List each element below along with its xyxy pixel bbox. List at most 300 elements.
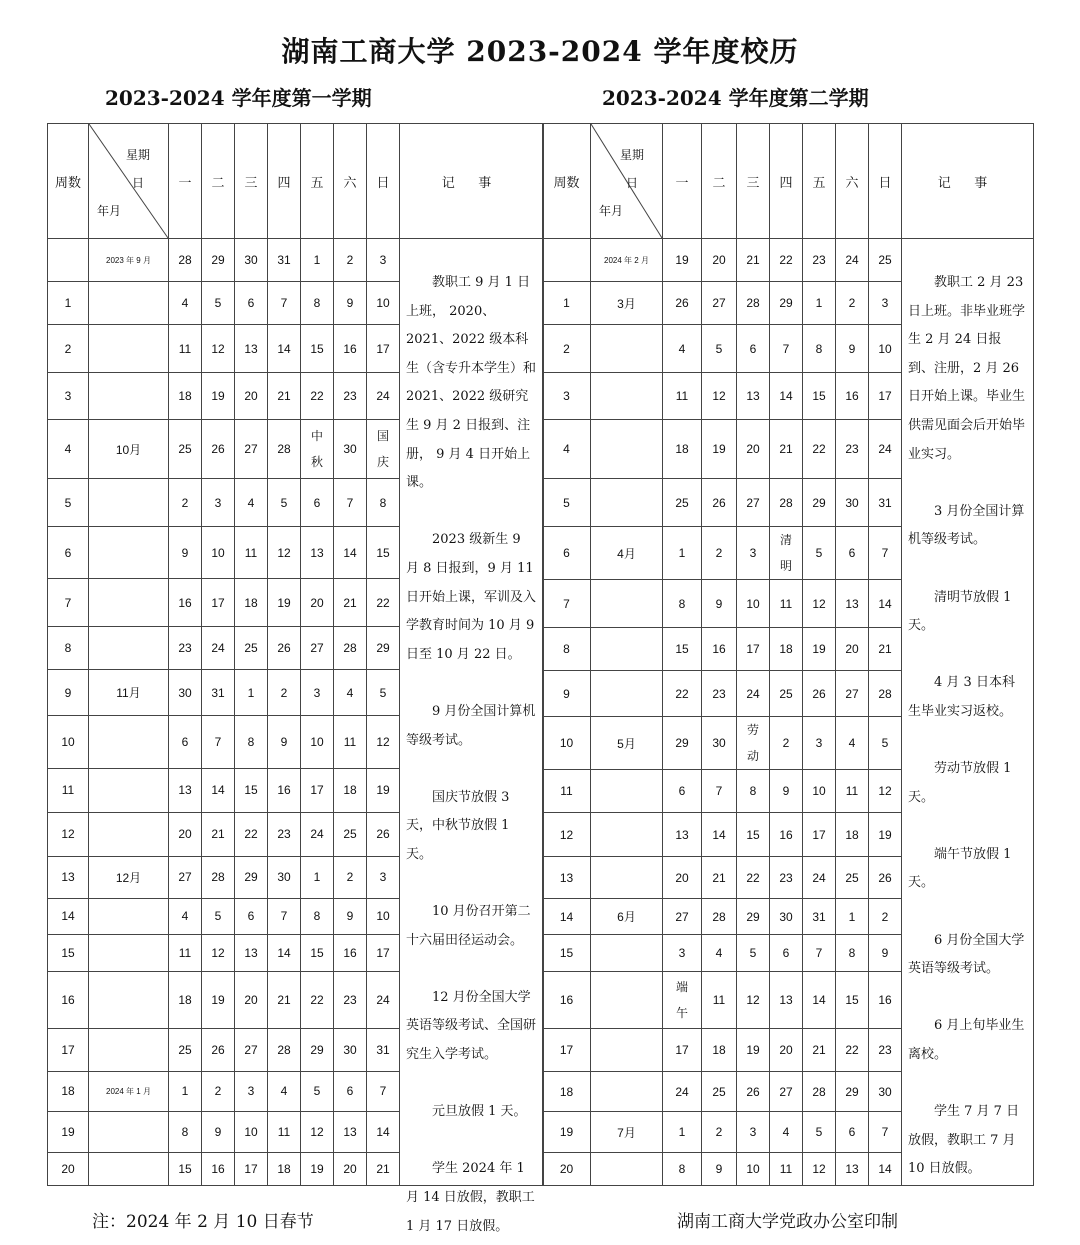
date-cell: 23 xyxy=(169,627,202,670)
date-cell: 12 xyxy=(737,972,770,1029)
month-label: 4月 xyxy=(591,527,663,580)
date-cell: 18 xyxy=(334,769,367,812)
date-cell: 3 xyxy=(869,282,902,325)
date-cell: 24 xyxy=(367,373,400,420)
date-cell: 1 xyxy=(803,282,836,325)
date-cell: 16 xyxy=(334,934,367,971)
date-cell: 7 xyxy=(268,898,301,934)
date-cell: 5 xyxy=(702,325,737,373)
date-cell: 28 xyxy=(737,282,770,325)
date-cell: 18 xyxy=(770,628,803,671)
date-cell: 4 xyxy=(836,717,869,770)
date-cell: 15 xyxy=(737,813,770,857)
date-cell: 25 xyxy=(770,671,803,717)
date-cell: 29 xyxy=(737,899,770,935)
date-cell: 7 xyxy=(268,282,301,325)
date-cell: 29 xyxy=(202,239,235,282)
week-header: 周数 xyxy=(543,124,591,239)
date-cell: 4 xyxy=(663,325,702,373)
week-number: 1 xyxy=(543,282,591,325)
date-cell: 2 xyxy=(334,856,367,898)
date-cell: 30 xyxy=(169,670,202,716)
note-paragraph: 元旦放假 1 天。 xyxy=(432,1104,527,1120)
date-cell: 11 xyxy=(268,1111,301,1152)
date-cell: 6 xyxy=(169,716,202,769)
date-cell: 5 xyxy=(803,1112,836,1153)
date-cell: 21 xyxy=(268,971,301,1028)
semester2-title: 2023-2024 学年度第二学期 xyxy=(602,86,869,110)
date-cell: 14 xyxy=(367,1111,400,1152)
date-cell: 14 xyxy=(268,325,301,373)
date-cell: 10 xyxy=(869,325,902,373)
date-cell: 5 xyxy=(737,935,770,972)
date-cell: 31 xyxy=(202,670,235,716)
month-label xyxy=(89,373,169,420)
date-cell: 8 xyxy=(803,325,836,373)
date-cell: 22 xyxy=(836,1029,869,1072)
month-label xyxy=(591,373,663,420)
weekday-header: 五 xyxy=(803,124,836,239)
week-number: 20 xyxy=(543,1153,591,1186)
date-cell: 30 xyxy=(268,856,301,898)
week-number: 18 xyxy=(48,1071,89,1111)
date-cell: 17 xyxy=(202,579,235,627)
month-label: 5月 xyxy=(591,717,663,770)
date-cell: 8 xyxy=(301,898,334,934)
date-cell: 3 xyxy=(737,1112,770,1153)
date-cell: 13 xyxy=(737,373,770,420)
month-label xyxy=(591,972,663,1029)
week-number: 8 xyxy=(543,628,591,671)
month-label xyxy=(591,580,663,628)
date-cell: 25 xyxy=(702,1072,737,1112)
date-cell: 26 xyxy=(737,1072,770,1112)
weekday-header: 三 xyxy=(737,124,770,239)
date-cell: 26 xyxy=(803,671,836,717)
week-number: 20 xyxy=(48,1152,89,1185)
footer-printer: 湖南工商大学党政办公室印制 xyxy=(677,1212,898,1232)
week-number: 17 xyxy=(543,1029,591,1072)
month-label xyxy=(89,971,169,1028)
date-cell: 27 xyxy=(770,1072,803,1112)
date-cell: 3 xyxy=(367,856,400,898)
date-cell: 30 xyxy=(869,1072,902,1112)
date-cell: 18 xyxy=(836,813,869,857)
holiday-cell: 清明 xyxy=(770,527,803,580)
date-cell: 14 xyxy=(803,972,836,1029)
date-cell: 20 xyxy=(169,812,202,856)
date-cell: 8 xyxy=(663,580,702,628)
date-cell: 5 xyxy=(803,527,836,580)
date-cell: 9 xyxy=(169,527,202,579)
note-paragraph: 10 月份召开第二十六届田径运动会。 xyxy=(406,904,531,948)
date-cell: 28 xyxy=(268,1028,301,1071)
date-cell: 13 xyxy=(235,934,268,971)
date-cell: 25 xyxy=(169,1028,202,1071)
date-cell: 14 xyxy=(869,1153,902,1186)
date-cell: 8 xyxy=(235,716,268,769)
date-cell: 28 xyxy=(334,627,367,670)
date-cell: 1 xyxy=(663,527,702,580)
date-cell: 27 xyxy=(663,899,702,935)
date-cell: 16 xyxy=(268,769,301,812)
date-cell: 10 xyxy=(737,1153,770,1186)
date-cell: 19 xyxy=(803,628,836,671)
date-cell: 30 xyxy=(702,717,737,770)
date-cell: 2 xyxy=(202,1071,235,1111)
date-cell: 5 xyxy=(869,717,902,770)
weekday-header: 五 xyxy=(301,124,334,239)
date-cell: 9 xyxy=(770,770,803,813)
note-paragraph: 国庆节放假 3 天，中秋节放假 1 天。 xyxy=(406,789,510,862)
date-cell: 2 xyxy=(770,717,803,770)
date-cell: 26 xyxy=(202,1028,235,1071)
date-cell: 1 xyxy=(663,1112,702,1153)
date-cell: 21 xyxy=(367,1152,400,1185)
month-label xyxy=(89,1111,169,1152)
month-label xyxy=(89,527,169,579)
week-number: 14 xyxy=(543,899,591,935)
date-cell: 14 xyxy=(202,769,235,812)
date-cell: 2 xyxy=(268,670,301,716)
date-cell: 19 xyxy=(737,1029,770,1072)
month-label xyxy=(591,325,663,373)
date-cell: 22 xyxy=(235,812,268,856)
date-cell: 13 xyxy=(334,1111,367,1152)
week-number: 19 xyxy=(543,1112,591,1153)
month-label xyxy=(89,282,169,325)
date-cell: 30 xyxy=(334,1028,367,1071)
date-cell: 1 xyxy=(301,856,334,898)
holiday-cell: 中秋 xyxy=(301,420,334,479)
semester1-title: 2023-2024 学年度第一学期 xyxy=(105,86,372,110)
week-number: 13 xyxy=(48,856,89,898)
month-label: 2024 年 2 月 xyxy=(591,239,663,282)
date-cell: 15 xyxy=(301,325,334,373)
date-cell: 17 xyxy=(367,934,400,971)
notes-header: 记 事 xyxy=(902,124,1034,239)
date-cell: 16 xyxy=(869,972,902,1029)
date-cell: 11 xyxy=(334,716,367,769)
date-cell: 6 xyxy=(235,898,268,934)
date-cell: 28 xyxy=(869,671,902,717)
date-cell: 26 xyxy=(663,282,702,325)
date-cell: 28 xyxy=(268,420,301,479)
date-cell: 6 xyxy=(737,325,770,373)
date-cell: 13 xyxy=(836,580,869,628)
date-cell: 7 xyxy=(367,1071,400,1111)
date-cell: 14 xyxy=(869,580,902,628)
week-number: 12 xyxy=(543,813,591,857)
week-number: 15 xyxy=(543,935,591,972)
date-cell: 29 xyxy=(301,1028,334,1071)
month-label: 7月 xyxy=(591,1112,663,1153)
date-cell: 7 xyxy=(803,935,836,972)
date-cell: 27 xyxy=(169,856,202,898)
date-cell: 28 xyxy=(770,479,803,527)
date-cell: 19 xyxy=(702,420,737,479)
date-cell: 23 xyxy=(836,420,869,479)
date-cell: 13 xyxy=(301,527,334,579)
week-number: 4 xyxy=(543,420,591,479)
week-number: 11 xyxy=(543,770,591,813)
week-number: 17 xyxy=(48,1028,89,1071)
date-cell: 30 xyxy=(836,479,869,527)
date-cell: 8 xyxy=(169,1111,202,1152)
date-cell: 23 xyxy=(770,857,803,899)
date-cell: 23 xyxy=(334,971,367,1028)
month-label xyxy=(89,1152,169,1185)
week-number: 7 xyxy=(543,580,591,628)
date-cell: 30 xyxy=(770,899,803,935)
date-cell: 28 xyxy=(169,239,202,282)
month-label: 10月 xyxy=(89,420,169,479)
date-cell: 11 xyxy=(770,1153,803,1186)
week-row xyxy=(543,239,1034,282)
month-label xyxy=(89,898,169,934)
notes-column xyxy=(400,239,544,1234)
date-cell: 16 xyxy=(702,628,737,671)
date-cell: 12 xyxy=(202,325,235,373)
date-cell: 3 xyxy=(367,239,400,282)
date-cell: 10 xyxy=(301,716,334,769)
date-cell: 28 xyxy=(702,899,737,935)
date-cell: 21 xyxy=(268,373,301,420)
holiday-cell: 劳动 xyxy=(737,717,770,770)
weekday-header: 二 xyxy=(202,124,235,239)
date-cell: 21 xyxy=(869,628,902,671)
date-cell: 21 xyxy=(737,239,770,282)
date-cell: 27 xyxy=(235,1028,268,1071)
footer-note: 注：2024 年 2 月 10 日春节 xyxy=(92,1212,314,1232)
note-paragraph: 6 月份全国大学英语等级考试。 xyxy=(908,932,1025,977)
date-cell: 5 xyxy=(202,282,235,325)
date-cell: 13 xyxy=(770,972,803,1029)
date-cell: 19 xyxy=(268,579,301,627)
date-cell: 29 xyxy=(367,627,400,670)
date-cell: 3 xyxy=(235,1071,268,1111)
week-number: 16 xyxy=(543,972,591,1029)
date-cell: 14 xyxy=(770,373,803,420)
note-paragraph: 清明节放假 1 天。 xyxy=(908,589,1012,634)
date-cell: 21 xyxy=(770,420,803,479)
date-cell: 7 xyxy=(202,716,235,769)
month-label: 11月 xyxy=(89,670,169,716)
note-paragraph: 端午节放假 1 天。 xyxy=(908,846,1012,891)
date-cell: 13 xyxy=(235,325,268,373)
weekday-header: 二 xyxy=(702,124,737,239)
month-label xyxy=(89,716,169,769)
month-label xyxy=(591,1029,663,1072)
week-number: 7 xyxy=(48,579,89,627)
date-cell: 27 xyxy=(301,627,334,670)
date-cell: 23 xyxy=(869,1029,902,1072)
date-cell: 19 xyxy=(202,373,235,420)
date-cell: 31 xyxy=(869,479,902,527)
week-number: 19 xyxy=(48,1111,89,1152)
date-cell: 1 xyxy=(301,239,334,282)
date-cell: 6 xyxy=(836,1112,869,1153)
date-cell: 11 xyxy=(702,972,737,1029)
date-cell: 15 xyxy=(301,934,334,971)
date-cell: 8 xyxy=(836,935,869,972)
date-cell: 4 xyxy=(702,935,737,972)
week-number: 10 xyxy=(543,717,591,770)
date-cell: 21 xyxy=(702,857,737,899)
date-cell: 7 xyxy=(869,527,902,580)
date-cell: 18 xyxy=(235,579,268,627)
date-cell: 20 xyxy=(235,971,268,1028)
date-cell: 26 xyxy=(367,812,400,856)
month-label xyxy=(89,812,169,856)
week-number: 2 xyxy=(543,325,591,373)
date-cell: 12 xyxy=(869,770,902,813)
date-cell: 9 xyxy=(202,1111,235,1152)
date-cell: 12 xyxy=(202,934,235,971)
date-cell: 2 xyxy=(334,239,367,282)
week-number: 14 xyxy=(48,898,89,934)
date-cell: 4 xyxy=(235,479,268,527)
weekday-header: 日 xyxy=(869,124,902,239)
date-cell: 22 xyxy=(803,420,836,479)
date-cell: 22 xyxy=(663,671,702,717)
date-cell: 25 xyxy=(836,857,869,899)
diag-yearmonth-label: 年月 xyxy=(599,204,624,218)
month-label xyxy=(591,770,663,813)
date-cell: 6 xyxy=(770,935,803,972)
date-cell: 25 xyxy=(169,420,202,479)
note-paragraph: 3 月份全国计算机等级考试。 xyxy=(908,503,1025,548)
date-cell: 17 xyxy=(235,1152,268,1185)
date-cell: 20 xyxy=(301,579,334,627)
date-cell: 4 xyxy=(169,898,202,934)
date-cell: 26 xyxy=(869,857,902,899)
week-number xyxy=(48,239,89,282)
date-cell: 18 xyxy=(702,1029,737,1072)
weekday-header: 四 xyxy=(268,124,301,239)
date-cell: 9 xyxy=(334,282,367,325)
date-cell: 10 xyxy=(367,898,400,934)
month-label xyxy=(591,935,663,972)
calendar-title: 湖南工商大学 2023-2024 学年度校历 xyxy=(281,35,799,68)
date-cell: 15 xyxy=(836,972,869,1029)
month-label xyxy=(89,479,169,527)
date-cell: 24 xyxy=(202,627,235,670)
date-cell: 9 xyxy=(702,580,737,628)
date-cell: 19 xyxy=(301,1152,334,1185)
week-number: 18 xyxy=(543,1072,591,1112)
week-number: 3 xyxy=(48,373,89,420)
diagonal-header xyxy=(89,124,169,239)
date-cell: 16 xyxy=(202,1152,235,1185)
date-cell: 11 xyxy=(169,934,202,971)
date-cell: 2 xyxy=(702,1112,737,1153)
date-cell: 17 xyxy=(301,769,334,812)
date-cell: 29 xyxy=(235,856,268,898)
date-cell: 25 xyxy=(663,479,702,527)
date-cell: 2 xyxy=(869,899,902,935)
date-cell: 2 xyxy=(702,527,737,580)
date-cell: 5 xyxy=(202,898,235,934)
month-label xyxy=(89,934,169,971)
date-cell: 20 xyxy=(702,239,737,282)
week-number: 1 xyxy=(48,282,89,325)
month-label: 12月 xyxy=(89,856,169,898)
diag-yearmonth-label: 年月 xyxy=(97,204,122,218)
date-cell: 15 xyxy=(803,373,836,420)
date-cell: 21 xyxy=(202,812,235,856)
date-cell: 27 xyxy=(836,671,869,717)
date-cell: 1 xyxy=(836,899,869,935)
date-cell: 11 xyxy=(770,580,803,628)
date-cell: 29 xyxy=(663,717,702,770)
date-cell: 2 xyxy=(836,282,869,325)
date-cell: 24 xyxy=(836,239,869,282)
date-cell: 7 xyxy=(702,770,737,813)
week-number xyxy=(543,239,591,282)
date-cell: 20 xyxy=(836,628,869,671)
note-paragraph: 4 月 3 日本科生毕业实习返校。 xyxy=(908,675,1015,719)
month-label xyxy=(89,769,169,812)
date-cell: 18 xyxy=(663,420,702,479)
date-cell: 20 xyxy=(334,1152,367,1185)
date-cell: 17 xyxy=(803,813,836,857)
date-cell: 15 xyxy=(235,769,268,812)
date-cell: 10 xyxy=(235,1111,268,1152)
month-label xyxy=(89,1028,169,1071)
weekday-header: 日 xyxy=(367,124,400,239)
month-label xyxy=(591,479,663,527)
week-number: 16 xyxy=(48,971,89,1028)
note-paragraph: 学生 2024 年 1 月 14 日放假，教职工 1 月 17 日放假。 xyxy=(406,1161,535,1234)
date-cell: 27 xyxy=(235,420,268,479)
week-header: 周数 xyxy=(48,124,89,239)
month-label xyxy=(591,628,663,671)
weekday-header: 一 xyxy=(169,124,202,239)
note-paragraph: 2023 级新生 9 月 8 日报到，9 月 11 日开始上课，军训及入学教育时间为 10 月 9 日至 10 月 22 日。 xyxy=(406,532,537,662)
date-cell: 4 xyxy=(268,1071,301,1111)
date-cell: 11 xyxy=(836,770,869,813)
date-cell: 12 xyxy=(803,1153,836,1186)
month-label xyxy=(591,671,663,717)
date-cell: 17 xyxy=(663,1029,702,1072)
month-label xyxy=(89,579,169,627)
date-cell: 3 xyxy=(301,670,334,716)
date-cell: 10 xyxy=(367,282,400,325)
date-cell: 24 xyxy=(737,671,770,717)
date-cell: 26 xyxy=(702,479,737,527)
date-cell: 16 xyxy=(770,813,803,857)
week-number: 3 xyxy=(543,373,591,420)
date-cell: 21 xyxy=(803,1029,836,1072)
date-cell: 12 xyxy=(268,527,301,579)
date-cell: 20 xyxy=(235,373,268,420)
date-cell: 31 xyxy=(367,1028,400,1071)
date-cell: 8 xyxy=(367,479,400,527)
week-number: 4 xyxy=(48,420,89,479)
date-cell: 5 xyxy=(301,1071,334,1111)
date-cell: 24 xyxy=(367,971,400,1028)
date-cell: 13 xyxy=(836,1153,869,1186)
month-label xyxy=(591,1153,663,1186)
date-cell: 14 xyxy=(334,527,367,579)
weekday-header: 三 xyxy=(235,124,268,239)
date-cell: 30 xyxy=(235,239,268,282)
date-cell: 9 xyxy=(334,898,367,934)
date-cell: 26 xyxy=(268,627,301,670)
note-paragraph: 12 月份全国大学英语等级考试、全国研究生入学考试。 xyxy=(406,989,537,1063)
date-cell: 23 xyxy=(334,373,367,420)
